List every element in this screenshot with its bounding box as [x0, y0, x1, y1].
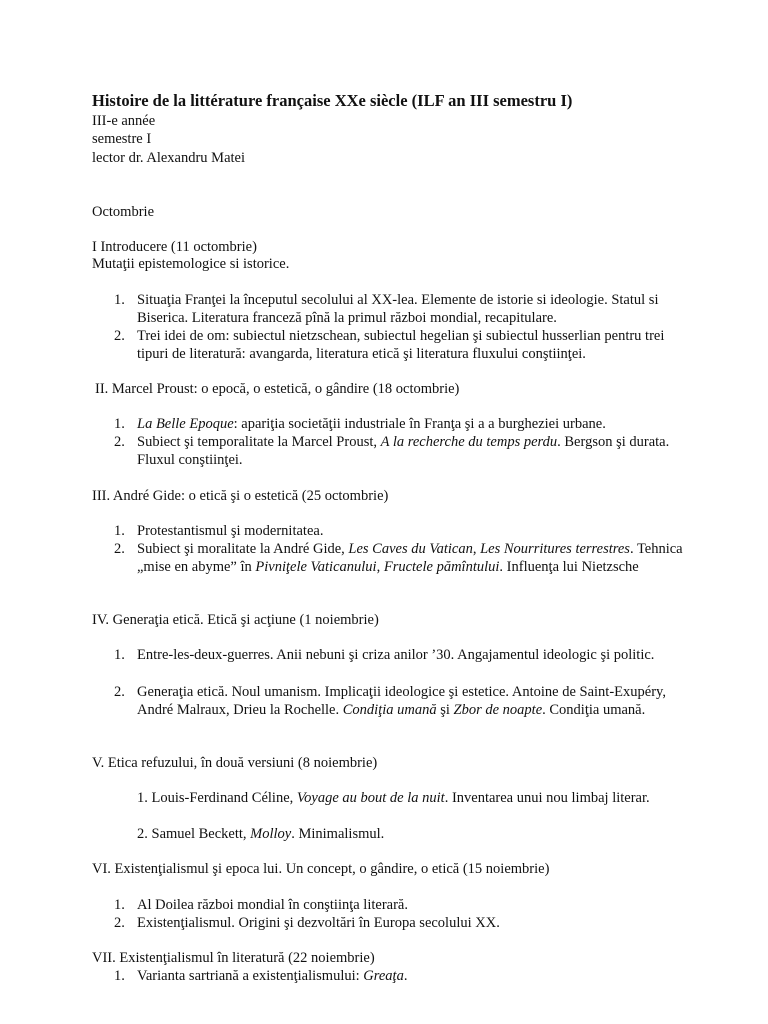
work-title: A la recherche du temps perdu — [380, 434, 558, 450]
work-title: Pivniţele Vaticanului — [255, 559, 377, 575]
section-3-heading: III. André Gide: o etică şi o estetică (25 octombrie) — [92, 488, 389, 504]
list-item — [114, 327, 684, 363]
course-title: Histoire de la littérature française XXe siècle (ILF an III semestru I) — [92, 91, 573, 110]
item-text: Situaţia Franţei la începutul secolului al XX-lea. Elemente de istorie si ideologie. Statul si Biserica. Literatura franceză pînă la primul război mondial, recapitulare. — [137, 292, 659, 326]
item-number: 2. — [114, 684, 125, 700]
section-7-heading: VII. Existenţialismul în literatură (22 noiembrie) — [92, 950, 375, 966]
list-item — [114, 896, 684, 914]
item-number: 1. — [114, 523, 125, 539]
item-text: Protestantismul şi modernitatea. — [137, 523, 324, 539]
item-number: 1. — [114, 968, 125, 984]
work-title: Voyage au bout de la nuit — [296, 790, 445, 806]
section-2-heading: II. Marcel Proust: o epocă, o estetică, o gândire (18 octombrie) — [95, 381, 460, 397]
work-title: Fructele pămîntului — [383, 559, 500, 575]
section-5-heading: V. Etica refuzului, în două versiuni (8 noiembrie) — [92, 755, 378, 771]
item-number: 2. — [114, 915, 125, 931]
item-text: Generaţia etică. Noul umanism. Implicaţii ideologice şi estetice. Antoine de Saint-Exupéry, André Malraux, Drieu la Rochelle. Condiţia umană şi Zbor de noapte. Condiţia umană. — [137, 684, 666, 718]
list-item — [114, 967, 684, 985]
item-number: 1. — [114, 897, 125, 913]
work-title: Zbor de noapte — [453, 702, 543, 718]
list-item — [114, 540, 684, 576]
item-text: Entre-les-deux-guerres. Anii nebuni şi criza anilor ’30. Angajamentul ideologic şi politic. — [137, 647, 655, 663]
list-item — [114, 433, 684, 469]
course-semester: semestre I — [92, 131, 152, 147]
list-item — [114, 646, 684, 664]
month-heading: Octombrie — [92, 204, 155, 220]
item-number: 1. — [114, 647, 125, 663]
list-item — [114, 415, 684, 433]
course-lecturer: lector dr. Alexandru Matei — [92, 150, 246, 166]
course-year: III-e année — [92, 113, 156, 129]
item-text: La Belle Epoque: apariţia societăţii industriale în Franţa şi a a burgheziei urbane. — [137, 416, 606, 432]
list-item — [114, 522, 684, 540]
work-title: Condiţia umană — [342, 702, 437, 718]
list-item: 1. Louis-Ferdinand Céline, Voyage au bout de la nuit. Inventarea unui nou limbaj literar. — [137, 790, 650, 806]
work-title: La Belle Epoque — [137, 416, 234, 432]
section-4-heading: IV. Generaţia etică. Etică şi acţiune (1 noiembrie) — [92, 612, 379, 628]
item-text: Al Doilea război mondial în conştiinţa literară. — [137, 897, 408, 913]
work-title: Les Nourritures terrestres — [480, 541, 630, 557]
section-1-heading: I Introducere (11 octombrie) — [92, 239, 257, 255]
work-title: Molloy — [250, 826, 292, 842]
item-number: 2. — [114, 541, 125, 557]
item-text: Subiect şi moralitate la André Gide, Les Caves du Vatican, Les Nourritures terrestres. Tehnica „mise en abyme” în Pivniţele Vaticanului, Fructele pămîntului. Influenţa lui Nietzsche — [137, 541, 683, 575]
item-text: Subiect şi temporalitate la Marcel Proust, A la recherche du temps perdu. Bergson şi durata. Fluxul conştiinţei. — [137, 434, 670, 468]
item-text: Trei idei de om: subiectul nietzschean, subiectul hegelian şi subiectul husserlian pentru trei tipuri de literatură: avangarda, literatura etică şi literatura fluxului conştiinţei. — [137, 328, 665, 362]
item-text: Varianta sartriană a existenţialismului: Greaţa. — [137, 968, 408, 984]
list-item: 2. Samuel Beckett, Molloy. Minimalismul. — [137, 826, 385, 842]
item-number: 1. — [114, 416, 125, 432]
work-title: Les Caves du Vatican — [348, 541, 473, 557]
item-number: 2. — [114, 434, 125, 450]
section-1-subheading: Mutaţii epistemologice si istorice. — [92, 256, 290, 272]
list-item — [114, 291, 684, 327]
section-6-heading: VI. Existenţialismul şi epoca lui. Un concept, o gândire, o etică (15 noiembrie) — [92, 861, 550, 877]
list-item — [114, 683, 684, 719]
work-title: Greaţa — [363, 968, 404, 984]
item-number: 2. — [114, 328, 125, 344]
item-number: 1. — [114, 292, 125, 308]
list-item — [114, 914, 684, 932]
item-text: Existenţialismul. Origini şi dezvoltări în Europa secolului XX. — [137, 915, 500, 931]
